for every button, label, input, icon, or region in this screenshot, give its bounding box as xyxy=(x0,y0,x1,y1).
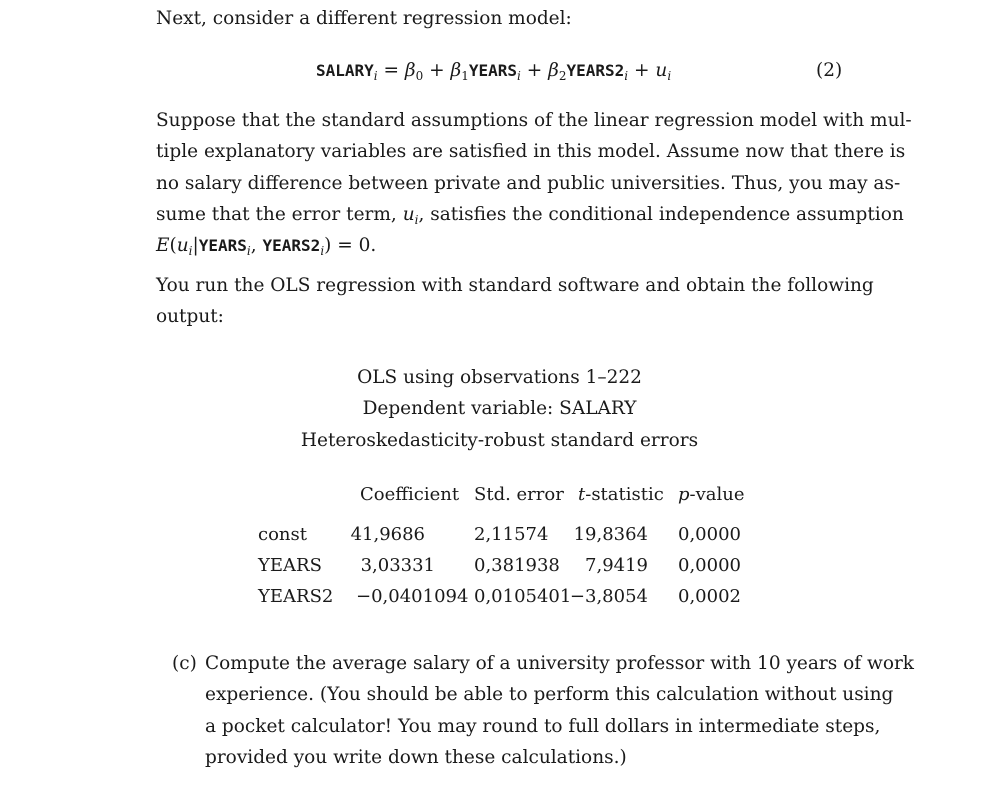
p-suffix: -value xyxy=(689,484,745,505)
cell-se-const: 2,11574 xyxy=(474,524,549,545)
cond-years2: YEARS2 xyxy=(262,236,321,256)
paragraph-line: output: xyxy=(156,306,224,328)
cell-se-years2: 0,0105401 xyxy=(474,586,572,607)
ols-header-dependent: Dependent variable: SALARY xyxy=(362,398,637,419)
paragraph-line: tiple explanatory variables are satisfied in this model. Assume now that there is xyxy=(156,141,906,163)
eq-error-sub: i xyxy=(667,69,672,83)
cond-years2-sub: i xyxy=(320,244,325,259)
eq-error: u xyxy=(655,60,668,81)
t-suffix: -statistic xyxy=(585,484,664,505)
question-line: a pocket calculator! You may round to full dollars in intermediate steps, xyxy=(205,715,881,737)
ols-header-robust: Heteroskedasticity-robust standard errors xyxy=(300,430,699,451)
equation-number: (2) xyxy=(816,60,843,81)
eq-plus: + xyxy=(423,60,451,81)
ols-header-observations: OLS using observations 1–222 xyxy=(357,367,642,388)
error-term-sub: i xyxy=(414,212,419,227)
eq-beta2: β xyxy=(548,60,559,81)
paragraph-line: You run the OLS regression with standard software and obtain the following xyxy=(156,275,874,296)
row-name-years: YEARS xyxy=(258,555,322,576)
eq-years: YEARS xyxy=(468,61,518,80)
col-header-p-value xyxy=(678,480,745,510)
cond-close: ) = 0. xyxy=(324,235,377,257)
col-header-coefficient: Coefficient xyxy=(360,484,460,505)
cell-p-years2: 0,0002 xyxy=(678,586,741,607)
eq-plus: + xyxy=(628,60,656,81)
cond-u-sub: i xyxy=(188,244,193,259)
text-span: sume that the error term, xyxy=(156,203,403,225)
paragraph-line: no salary difference between private and public universities. Thus, you may as- xyxy=(156,172,901,194)
cell-coef-years2: −0,0401094 xyxy=(356,586,469,607)
error-term-u: u xyxy=(402,203,415,225)
cell-coef-const: 41,9686 xyxy=(350,524,425,545)
t-letter: t xyxy=(578,484,586,505)
cell-t-years2: −3,8054 xyxy=(569,586,648,607)
paragraph-line: Suppose that the standard assumptions of the linear regression model with mul- xyxy=(156,110,912,131)
eq-plus: + xyxy=(520,60,549,81)
cond-bar: | xyxy=(192,235,199,257)
eq-beta1-sub: 1 xyxy=(461,69,469,83)
cell-coef-years: 3,03331 xyxy=(360,555,435,576)
cell-p-years: 0,0000 xyxy=(678,555,741,576)
row-name-const: const xyxy=(258,524,307,545)
eq-years2-sub: i xyxy=(624,69,629,83)
eq-salary: SALARY xyxy=(316,61,374,80)
cond-u: u xyxy=(176,235,189,257)
question-c-label: (c) xyxy=(172,653,197,674)
eq-years2: YEARS2 xyxy=(566,61,625,80)
eq-years-sub: i xyxy=(517,69,521,83)
p-letter: p xyxy=(678,484,690,505)
intro-text: Next, consider a different regression model: xyxy=(156,8,572,29)
text-span: , satisfies the conditional independence assumption xyxy=(418,203,904,225)
question-c-text xyxy=(205,648,915,773)
cell-t-const: 19,8364 xyxy=(573,524,648,545)
paren-open: ( xyxy=(169,235,177,257)
eq-sub-i: i xyxy=(373,69,378,83)
eq-beta1: β xyxy=(450,60,462,81)
cond-comma: , xyxy=(250,235,263,257)
cond-years-sub: i xyxy=(246,244,251,259)
paragraph-assumptions xyxy=(156,105,912,261)
cond-years: YEARS xyxy=(198,236,247,256)
paragraph-line xyxy=(156,199,904,230)
regression-equation xyxy=(316,56,671,86)
question-line: Compute the average salary of a university professor with 10 years of work xyxy=(205,653,915,674)
cell-p-const: 0,0000 xyxy=(678,524,741,545)
cell-t-years: 7,9419 xyxy=(585,555,648,576)
eq-beta0-sub: 0 xyxy=(415,69,424,83)
col-header-std-error: Std. error xyxy=(474,484,564,505)
expectation-E: E xyxy=(156,235,170,257)
question-line: experience. (You should be able to perform this calculation without using xyxy=(205,684,894,706)
eq-beta2-sub: 2 xyxy=(558,69,567,83)
paragraph-ols-intro xyxy=(156,270,874,333)
row-name-years2: YEARS2 xyxy=(258,586,334,607)
col-header-t-statistic xyxy=(578,480,664,510)
conditional-expectation xyxy=(156,230,842,261)
eq-equals: = xyxy=(377,60,405,81)
cell-se-years: 0,381938 xyxy=(474,555,560,576)
eq-beta0: β xyxy=(404,60,416,81)
question-line: provided you write down these calculations.) xyxy=(205,746,627,768)
